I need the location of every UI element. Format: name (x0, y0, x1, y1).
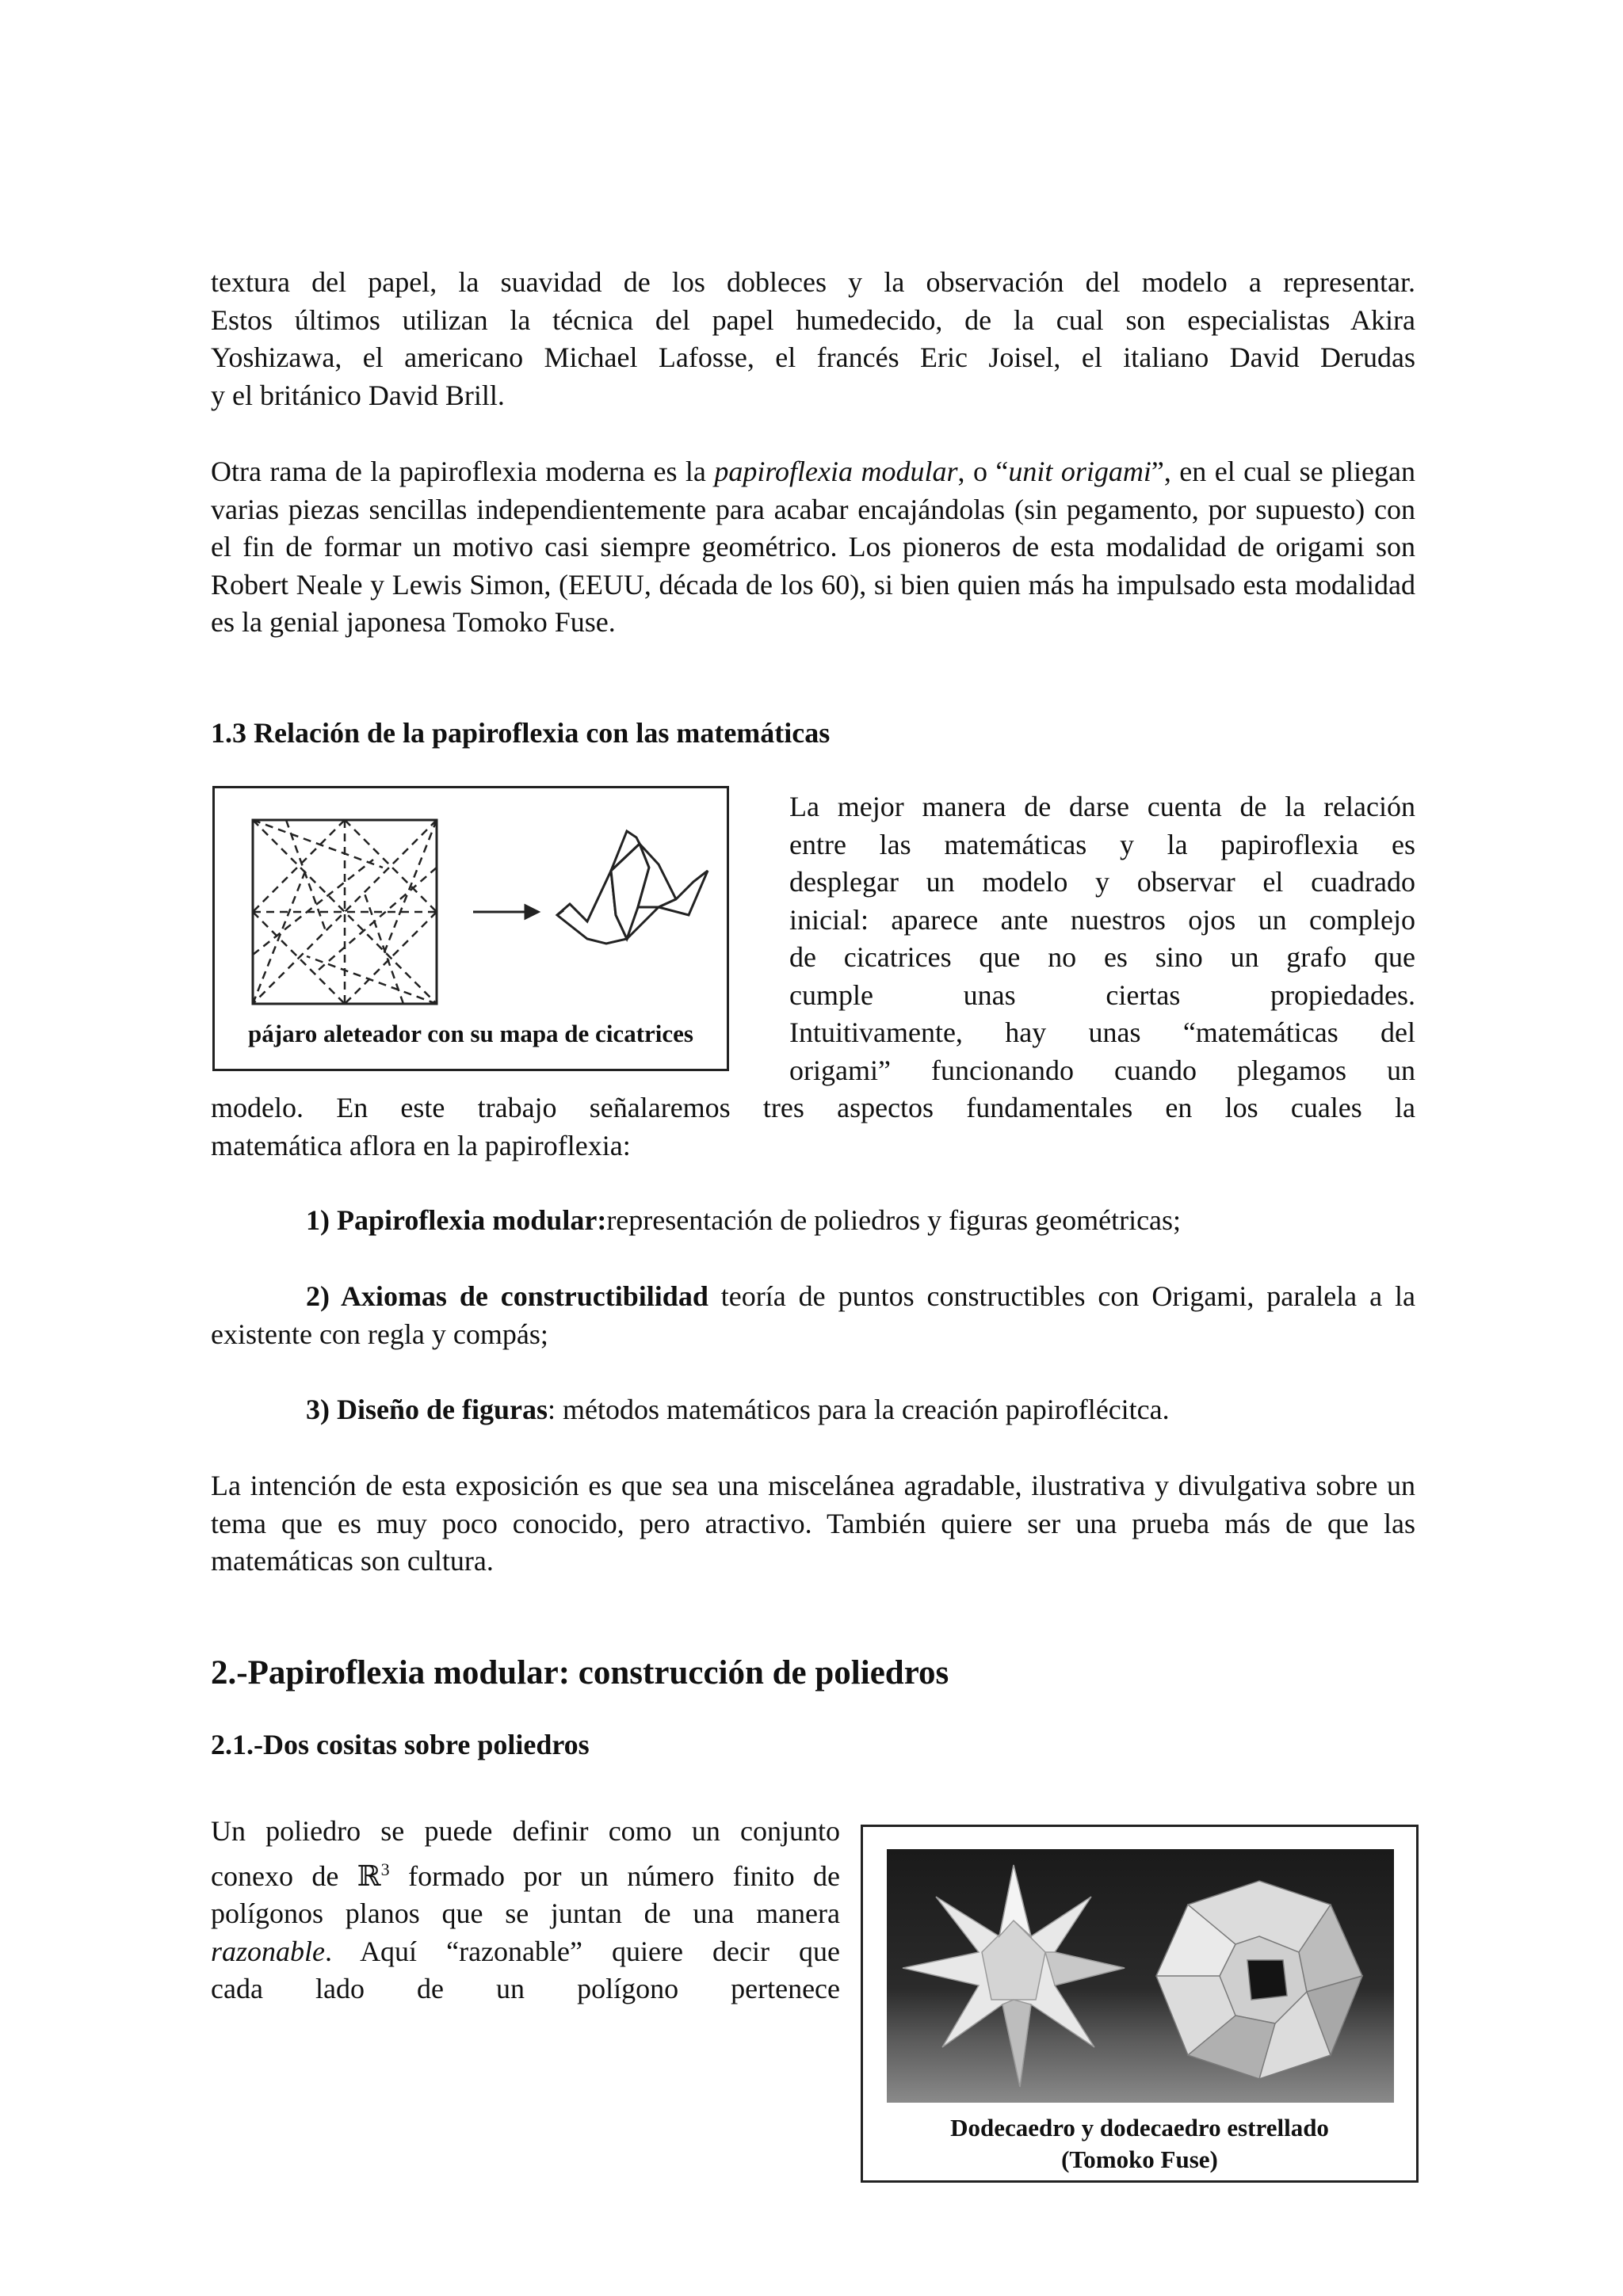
stellated-dodecahedron (903, 1865, 1125, 2087)
aspect-item-2 (211, 1278, 1415, 1353)
figure-caption: pájaro aleteador con su mapa de cicatrices (248, 1020, 693, 1047)
aspect-title: 1) Papiroflexia modular: (306, 1204, 607, 1236)
wrapped-line: La mejor manera de darse cuenta de la relación (789, 791, 1415, 822)
figure-crease-pattern (212, 786, 729, 1071)
caption-line: Dodecaedro y dodecaedro estrellado (950, 2114, 1329, 2142)
chapter-heading: 2.-Papiroflexia modular: construcción de poliedros (211, 1654, 949, 1691)
definition-line: cada lado de un polígono pertenece (211, 1973, 840, 2004)
polyhedron-definition (211, 1813, 840, 2008)
intro-line: Estos últimos utilizan la técnica del papel humedecido, de la cual son especialistas Akira (211, 303, 1415, 336)
wrapped-line: origami” funcionando cuando plegamos un (789, 1054, 1415, 1086)
wrapped-line: de cicatrices que no es sino un grafo que (789, 941, 1415, 973)
aspect-title: 2) Axiomas de constructibilidad (306, 1280, 708, 1312)
intro-line: textura del papel, la suavidad de los dobleces y la observación del modelo a representar. (211, 266, 1415, 298)
text-run: . Aquí “razonable” quiere decir que (325, 1935, 840, 1967)
italic-term: razonable (211, 1935, 325, 1967)
polyhedra-illustration (887, 1849, 1394, 2103)
definition-line (211, 1933, 840, 1971)
intro-line: y el británico David Brill. (211, 379, 505, 411)
italic-term: papiroflexia modular (714, 456, 958, 487)
continuation-paragraph (211, 1089, 1415, 1165)
italic-term: unit origami (1008, 456, 1151, 487)
wrapped-line: desplegar un modelo y observar el cuadrado (789, 866, 1415, 898)
bird-drawing (557, 831, 708, 944)
definition-line: Un poliedro se puede definir como un conjunto (211, 1815, 840, 1847)
section-heading: 1.3 Relación de la papiroflexia con las matemáticas (211, 717, 831, 749)
figure-polyhedra-photo (861, 1825, 1419, 2183)
aspect-title: 3) Diseño de figuras (306, 1394, 548, 1425)
intro-line: Yoshizawa, el americano Michael Lafosse, el francés Eric Joisel, el italiano David Derudas (211, 341, 1415, 373)
figure-caption (863, 2112, 1416, 2176)
wrapped-paragraph (789, 788, 1415, 1089)
aspect-item-1 (211, 1202, 1415, 1240)
subsection-heading: 2.1.-Dos cositas sobre poliedros (211, 1729, 590, 1760)
modular-paragraph (211, 453, 1415, 642)
superscript: 3 (380, 1859, 390, 1879)
intro-paragraph (211, 264, 1415, 414)
continuation-line: modelo. En este trabajo señalaremos tres aspectos fundamentales en los cuales la (211, 1092, 1415, 1123)
aspect-text: teoría de puntos constructibles con Origami, paralela a la existente con regla y compás; (211, 1280, 1415, 1350)
definition-line: polígonos planos que se juntan de una manera (211, 1897, 840, 1929)
aspect-text: : métodos matemáticos para la creación papiroflécitca. (548, 1394, 1170, 1425)
continuation-line: matemática aflora en la papiroflexia: (211, 1129, 631, 1161)
definition-line (211, 1851, 840, 1896)
text-run: , o “ (957, 456, 1009, 487)
aspect-text: representación de poliedros y figuras geométricas; (606, 1204, 1182, 1236)
text-run: formado por un número finito de (389, 1859, 840, 1892)
text-run: conexo de ℝ (211, 1859, 381, 1892)
polyhedra-photo (887, 1849, 1394, 2103)
text-run: Otra rama de la papiroflexia moderna es la (211, 456, 715, 487)
dodecahedron (1156, 1881, 1362, 2079)
crease-pattern-drawing (215, 788, 727, 1018)
text-run: ”, en el cual se pliegan varias piezas sencillas independientemente para acabar encajándolas (sin pegamento, por supuesto) con el fin de formar un motivo casi siempre geométrico. Los pioneros de esta modalidad de origami son Robert Neale y Lewis Simon, (EEUU, década de los 60), si bien quien más ha impulsado esta modalidad es la genial japonesa Tomoko Fuse. (211, 456, 1416, 638)
wrapped-line: entre las matemáticas y la papiroflexia es (789, 828, 1415, 860)
wrapped-line: inicial: aparece ante nuestros ojos un complejo (789, 903, 1415, 936)
aspect-item-3 (211, 1391, 1415, 1429)
wrapped-line: Intuitivamente, hay unas “matemáticas del (789, 1016, 1415, 1048)
intention-paragraph: La intención de esta exposición es que sea una miscelánea agradable, ilustrativa y divulgativa sobre un tema que es muy poco conocido, pero atractivo. También quiere ser una prueba más de que las matemáticas son cultura. (211, 1470, 1415, 1577)
caption-line: (Tomoko Fuse) (1061, 2145, 1218, 2173)
wrapped-line: cumple unas ciertas propiedades. (789, 978, 1415, 1011)
